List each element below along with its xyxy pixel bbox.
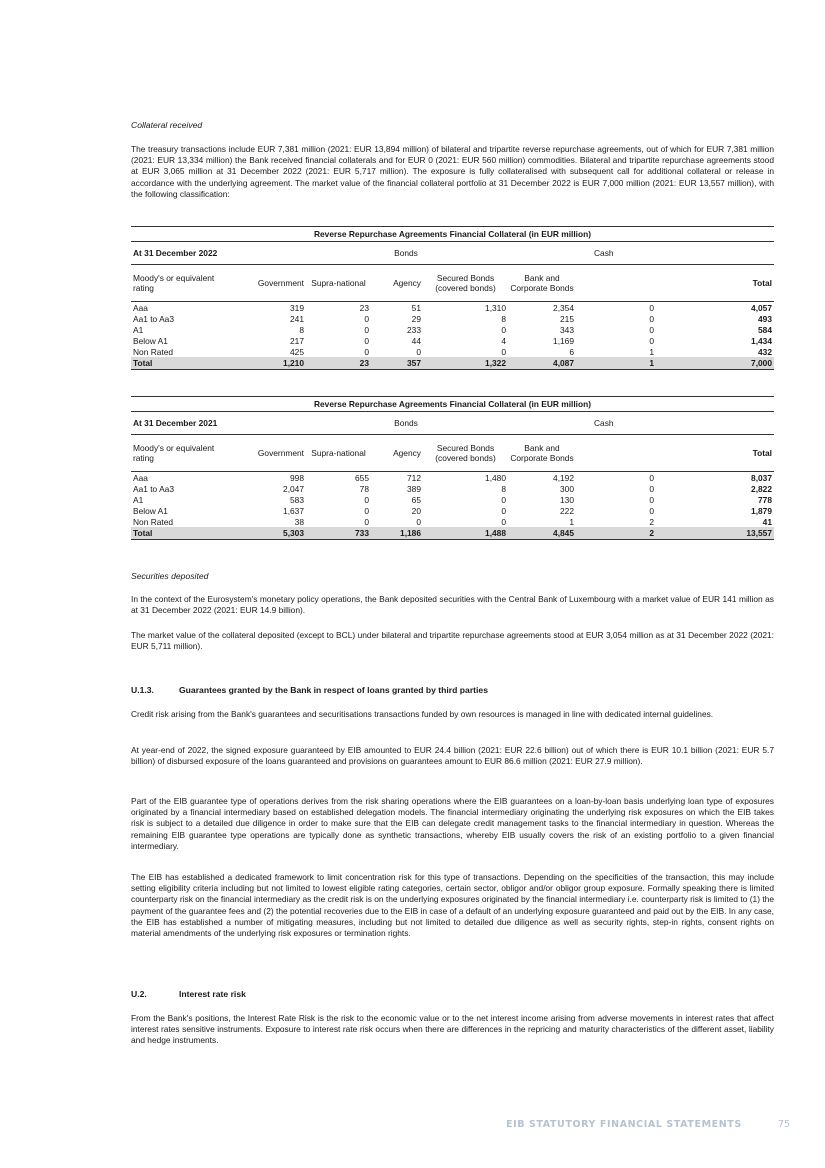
cell: 217 — [290, 335, 304, 346]
cell: 1 — [569, 516, 574, 527]
cell: 1 — [649, 346, 654, 357]
cell: 1 — [576, 357, 656, 370]
row-label: Non Rated — [133, 516, 174, 527]
cell: 1,480 — [423, 472, 508, 484]
cell-total: 493 — [758, 313, 772, 324]
column-header-government: Government — [236, 435, 306, 472]
table-total-row — [131, 357, 774, 370]
table-row — [131, 505, 774, 516]
column-header-cash — [576, 435, 656, 472]
cell: 2 — [576, 527, 656, 540]
cell: 44 — [411, 335, 421, 346]
cell-total: 7,000 — [656, 357, 774, 370]
bonds-group-label: Bonds — [394, 418, 418, 428]
page-number: 75 — [778, 1119, 791, 1130]
cell: 0 — [364, 324, 369, 335]
cell: 0 — [649, 483, 654, 494]
collateral-table-2022 — [131, 226, 774, 370]
cell: 998 — [236, 472, 306, 484]
cell: 389 — [407, 483, 421, 494]
column-header-total: Total — [656, 435, 774, 472]
cell: 20 — [411, 505, 421, 516]
cell: 241 — [290, 313, 304, 324]
cell: 655 — [306, 472, 371, 484]
column-header-secured-bonds: Secured Bonds (covered bonds) — [423, 265, 508, 302]
table-row — [131, 302, 774, 314]
row-label: Below A1 — [133, 335, 168, 346]
cell: 0 — [364, 335, 369, 346]
table-row — [131, 324, 774, 335]
cell-total: 8,037 — [656, 472, 774, 484]
column-header-total: Total — [656, 265, 774, 302]
collateral-received-paragraph: The treasury transactions include EUR 7,381 million (2021: EUR 13,894 million) of bilateral and tripartite reverse repurchase agreements, out of which for EUR 7,381 million (2021: EUR 13,334 million) the Bank received financial collaterals and for EUR 0 (2021: EUR 560 million) commodities. Bilateral and tripartite repurchase agreements stood at EUR 3,065 million at 31 December 2022 (2021: EUR 5,717 million). The exposure is fully collateralised with subsequent call for additional collateral or release in accordance with the underlying agreement. The market value of the financial collateral portfolio at 31 December 2022 is EUR 7,000 million (2021: EUR 13,557 million), with the following classification: — [131, 144, 774, 199]
column-header-supranational: Supra-national — [306, 435, 371, 472]
cell: 357 — [371, 357, 423, 370]
cell: 4,192 — [508, 472, 576, 484]
u113-paragraph-4: The EIB has established a dedicated framework to limit concentration risk for this type of transactions. Depending on the specificities of the transaction, this may include setting eligibility criteria including but not limited to lowest eligible rating categories, certain sector, obligor and/or obligor group exposure. Formally speaking there is limited counterparty risk on the financial intermediary as the credit risk is on the underlying exposures originated by the financial intermediary i.e. counterparty risk is limited to (1) the payment of the guarantee fees and (2) the potential recoveries due to the EIB in case of a default of an underlying exposure guaranteed and paid out by the EIB. In any case, the EIB has established a number of mitigating measures, including but not limited to detailed due diligence as well as security rights, step-in rights, consent rights on material amendments of the underlying risk exposures or termination rights. — [131, 872, 774, 939]
cell: 0 — [364, 516, 369, 527]
cell: 1,169 — [553, 335, 574, 346]
column-header-secured-bonds: Secured Bonds (covered bonds) — [423, 435, 508, 472]
row-label: Aa1 to Aa3 — [133, 483, 174, 494]
row-label: A1 — [133, 324, 144, 335]
cell: 0 — [649, 313, 654, 324]
column-header-agency: Agency — [371, 265, 423, 302]
cell: 78 — [359, 483, 369, 494]
cell-total: 1,879 — [751, 505, 772, 516]
table-date: At 31 December 2022 — [133, 248, 218, 258]
securities-deposited-title: Securities deposited — [131, 571, 209, 581]
cell-total: 778 — [758, 494, 772, 505]
cell: 8 — [501, 483, 506, 494]
cell: 425 — [290, 346, 304, 357]
cell-total: 13,557 — [656, 527, 774, 540]
cell: 0 — [649, 505, 654, 516]
row-label: Below A1 — [133, 505, 168, 516]
collateral-table-2021 — [131, 396, 774, 540]
cell: 0 — [501, 505, 506, 516]
cell-total: 1,434 — [751, 335, 772, 346]
cell-total: 432 — [758, 346, 772, 357]
securities-deposited-paragraph-2: The market value of the collateral deposited (except to BCL) under bilateral and tripartite repurchase agreements stood at EUR 3,054 million as at 31 December 2022 (2021: EUR 5,711 million). — [131, 630, 774, 652]
collateral-received-title: Collateral received — [131, 120, 203, 130]
cell: 319 — [236, 302, 306, 314]
cell: 1,322 — [423, 357, 508, 370]
cell: 5,303 — [236, 527, 306, 540]
cell: 4,087 — [508, 357, 576, 370]
cell: 0 — [364, 313, 369, 324]
section-heading-u113 — [131, 685, 488, 695]
table-row — [131, 335, 774, 346]
cash-group-label: Cash — [594, 248, 614, 258]
table-title: Reverse Repurchase Agreements Financial Collateral (in EUR million) — [131, 397, 774, 412]
cell: 343 — [560, 324, 574, 335]
cell: 0 — [649, 324, 654, 335]
cash-group-label: Cash — [594, 418, 614, 428]
cell: 1,310 — [423, 302, 508, 314]
cell: 2 — [649, 516, 654, 527]
cell: 4 — [501, 335, 506, 346]
cell: 23 — [306, 302, 371, 314]
cell: 23 — [306, 357, 371, 370]
cell: 51 — [371, 302, 423, 314]
row-label: Non Rated — [133, 346, 174, 357]
cell: 222 — [560, 505, 574, 516]
cell: 0 — [501, 324, 506, 335]
row-label: Aa1 to Aa3 — [133, 313, 174, 324]
cell: 38 — [294, 516, 304, 527]
cell: 233 — [407, 324, 421, 335]
cell: 1,210 — [236, 357, 306, 370]
row-label: A1 — [133, 494, 144, 505]
row-label: Aaa — [131, 302, 236, 314]
cell-total: 41 — [762, 516, 772, 527]
column-header-rating: Moody's or equivalent rating — [131, 265, 236, 302]
cell: 733 — [306, 527, 371, 540]
cell-total: 584 — [758, 324, 772, 335]
column-header-supranational: Supra-national — [306, 265, 371, 302]
table-row — [131, 346, 774, 357]
cell: 0 — [649, 494, 654, 505]
cell: 2,354 — [508, 302, 576, 314]
cell: 0 — [364, 494, 369, 505]
bonds-group-label: Bonds — [394, 248, 418, 258]
cell: 0 — [364, 346, 369, 357]
table-row — [131, 313, 774, 324]
cell: 1,488 — [423, 527, 508, 540]
section-title: Guarantees granted by the Bank in respect of loans granted by third parties — [179, 685, 488, 695]
section-title: Interest rate risk — [179, 989, 246, 999]
table-row — [131, 494, 774, 505]
cell: 1,186 — [371, 527, 423, 540]
cell: 0 — [416, 516, 421, 527]
u113-paragraph-1: Credit risk arising from the Bank's guarantees and securitisations transactions funded by own resources is managed in line with dedicated internal guidelines. — [131, 709, 714, 719]
section-number: U.2. — [131, 989, 147, 999]
table-title: Reverse Repurchase Agreements Financial Collateral (in EUR million) — [131, 227, 774, 242]
cell: 8 — [299, 324, 304, 335]
cell: 0 — [576, 302, 656, 314]
cell: 583 — [290, 494, 304, 505]
column-header-rating: Moody's or equivalent rating — [131, 435, 236, 472]
u2-paragraph-1: From the Bank's positions, the Interest Rate Risk is the risk to the economic value or to the net interest income arising from adverse movements in interest rates that affect interest rates sensitive instruments. Exposure to interest rate risk occurs when there are differences in the repricing and maturity characteristics of the different asset, liability and hedge instruments. — [131, 1013, 774, 1046]
cell: 300 — [560, 483, 574, 494]
cell: 0 — [501, 346, 506, 357]
u113-paragraph-2: At year-end of 2022, the signed exposure guaranteed by EIB amounted to EUR 24.4 billion (2021: EUR 22.6 billion) out of which there is EUR 10.1 billion (2021: EUR 5.7 billion) of disbursed exposure of the loans guaranteed and provisions on guarantees amount to EUR 86.6 million (2021: EUR 27.9 million). — [131, 745, 774, 767]
column-header-cash — [576, 265, 656, 302]
table-row — [131, 472, 774, 484]
cell: 1,637 — [283, 505, 304, 516]
total-label: Total — [131, 357, 236, 370]
cell: 0 — [649, 335, 654, 346]
section-number: U.1.3. — [131, 685, 154, 695]
table-total-row — [131, 527, 774, 540]
column-header-bank-corporate-bonds: Bank and Corporate Bonds — [508, 265, 576, 302]
section-heading-u2 — [131, 989, 246, 999]
cell: 215 — [560, 313, 574, 324]
cell: 0 — [364, 505, 369, 516]
cell: 8 — [501, 313, 506, 324]
column-header-government: Government — [236, 265, 306, 302]
cell: 0 — [501, 494, 506, 505]
cell-total: 2,822 — [751, 483, 772, 494]
cell: 712 — [371, 472, 423, 484]
cell: 29 — [411, 313, 421, 324]
cell: 2,047 — [283, 483, 304, 494]
total-label: Total — [131, 527, 236, 540]
footer-title: EIB STATUTORY FINANCIAL STATEMENTS — [506, 1119, 742, 1130]
table-date: At 31 December 2021 — [133, 418, 218, 428]
column-header-agency: Agency — [371, 435, 423, 472]
table-row — [131, 516, 774, 527]
cell: 65 — [411, 494, 421, 505]
cell: 0 — [576, 472, 656, 484]
u113-paragraph-3: Part of the EIB guarantee type of operations derives from the risk sharing operations where the EIB guarantees on a loan-by-loan basis underlying loan type of exposures originated by a financial intermediary based on established delegation models. The financial intermediary originating the underlying risk exposures on which the EIB takes risk is subject to a detailed due diligence in order to make sure that the EIB can delegate credit management tasks to the financial intermediary in question. Whereas the remaining EIB guarantee type operations are typically done as synthetic transactions, whereby EIB usually covers the risk of an existing portfolio to a given financial intermediary. — [131, 796, 774, 851]
cell-total: 4,057 — [656, 302, 774, 314]
cell: 0 — [416, 346, 421, 357]
table-row — [131, 483, 774, 494]
cell: 0 — [501, 516, 506, 527]
cell: 130 — [560, 494, 574, 505]
row-label: Aaa — [131, 472, 236, 484]
cell: 6 — [569, 346, 574, 357]
cell: 4,845 — [508, 527, 576, 540]
column-header-bank-corporate-bonds: Bank and Corporate Bonds — [508, 435, 576, 472]
securities-deposited-paragraph-1: In the context of the Eurosystem's monetary policy operations, the Bank deposited securities with the Central Bank of Luxembourg with a market value of EUR 141 million as at 31 December 2022 (2021: EUR 14.9 billion). — [131, 594, 774, 616]
